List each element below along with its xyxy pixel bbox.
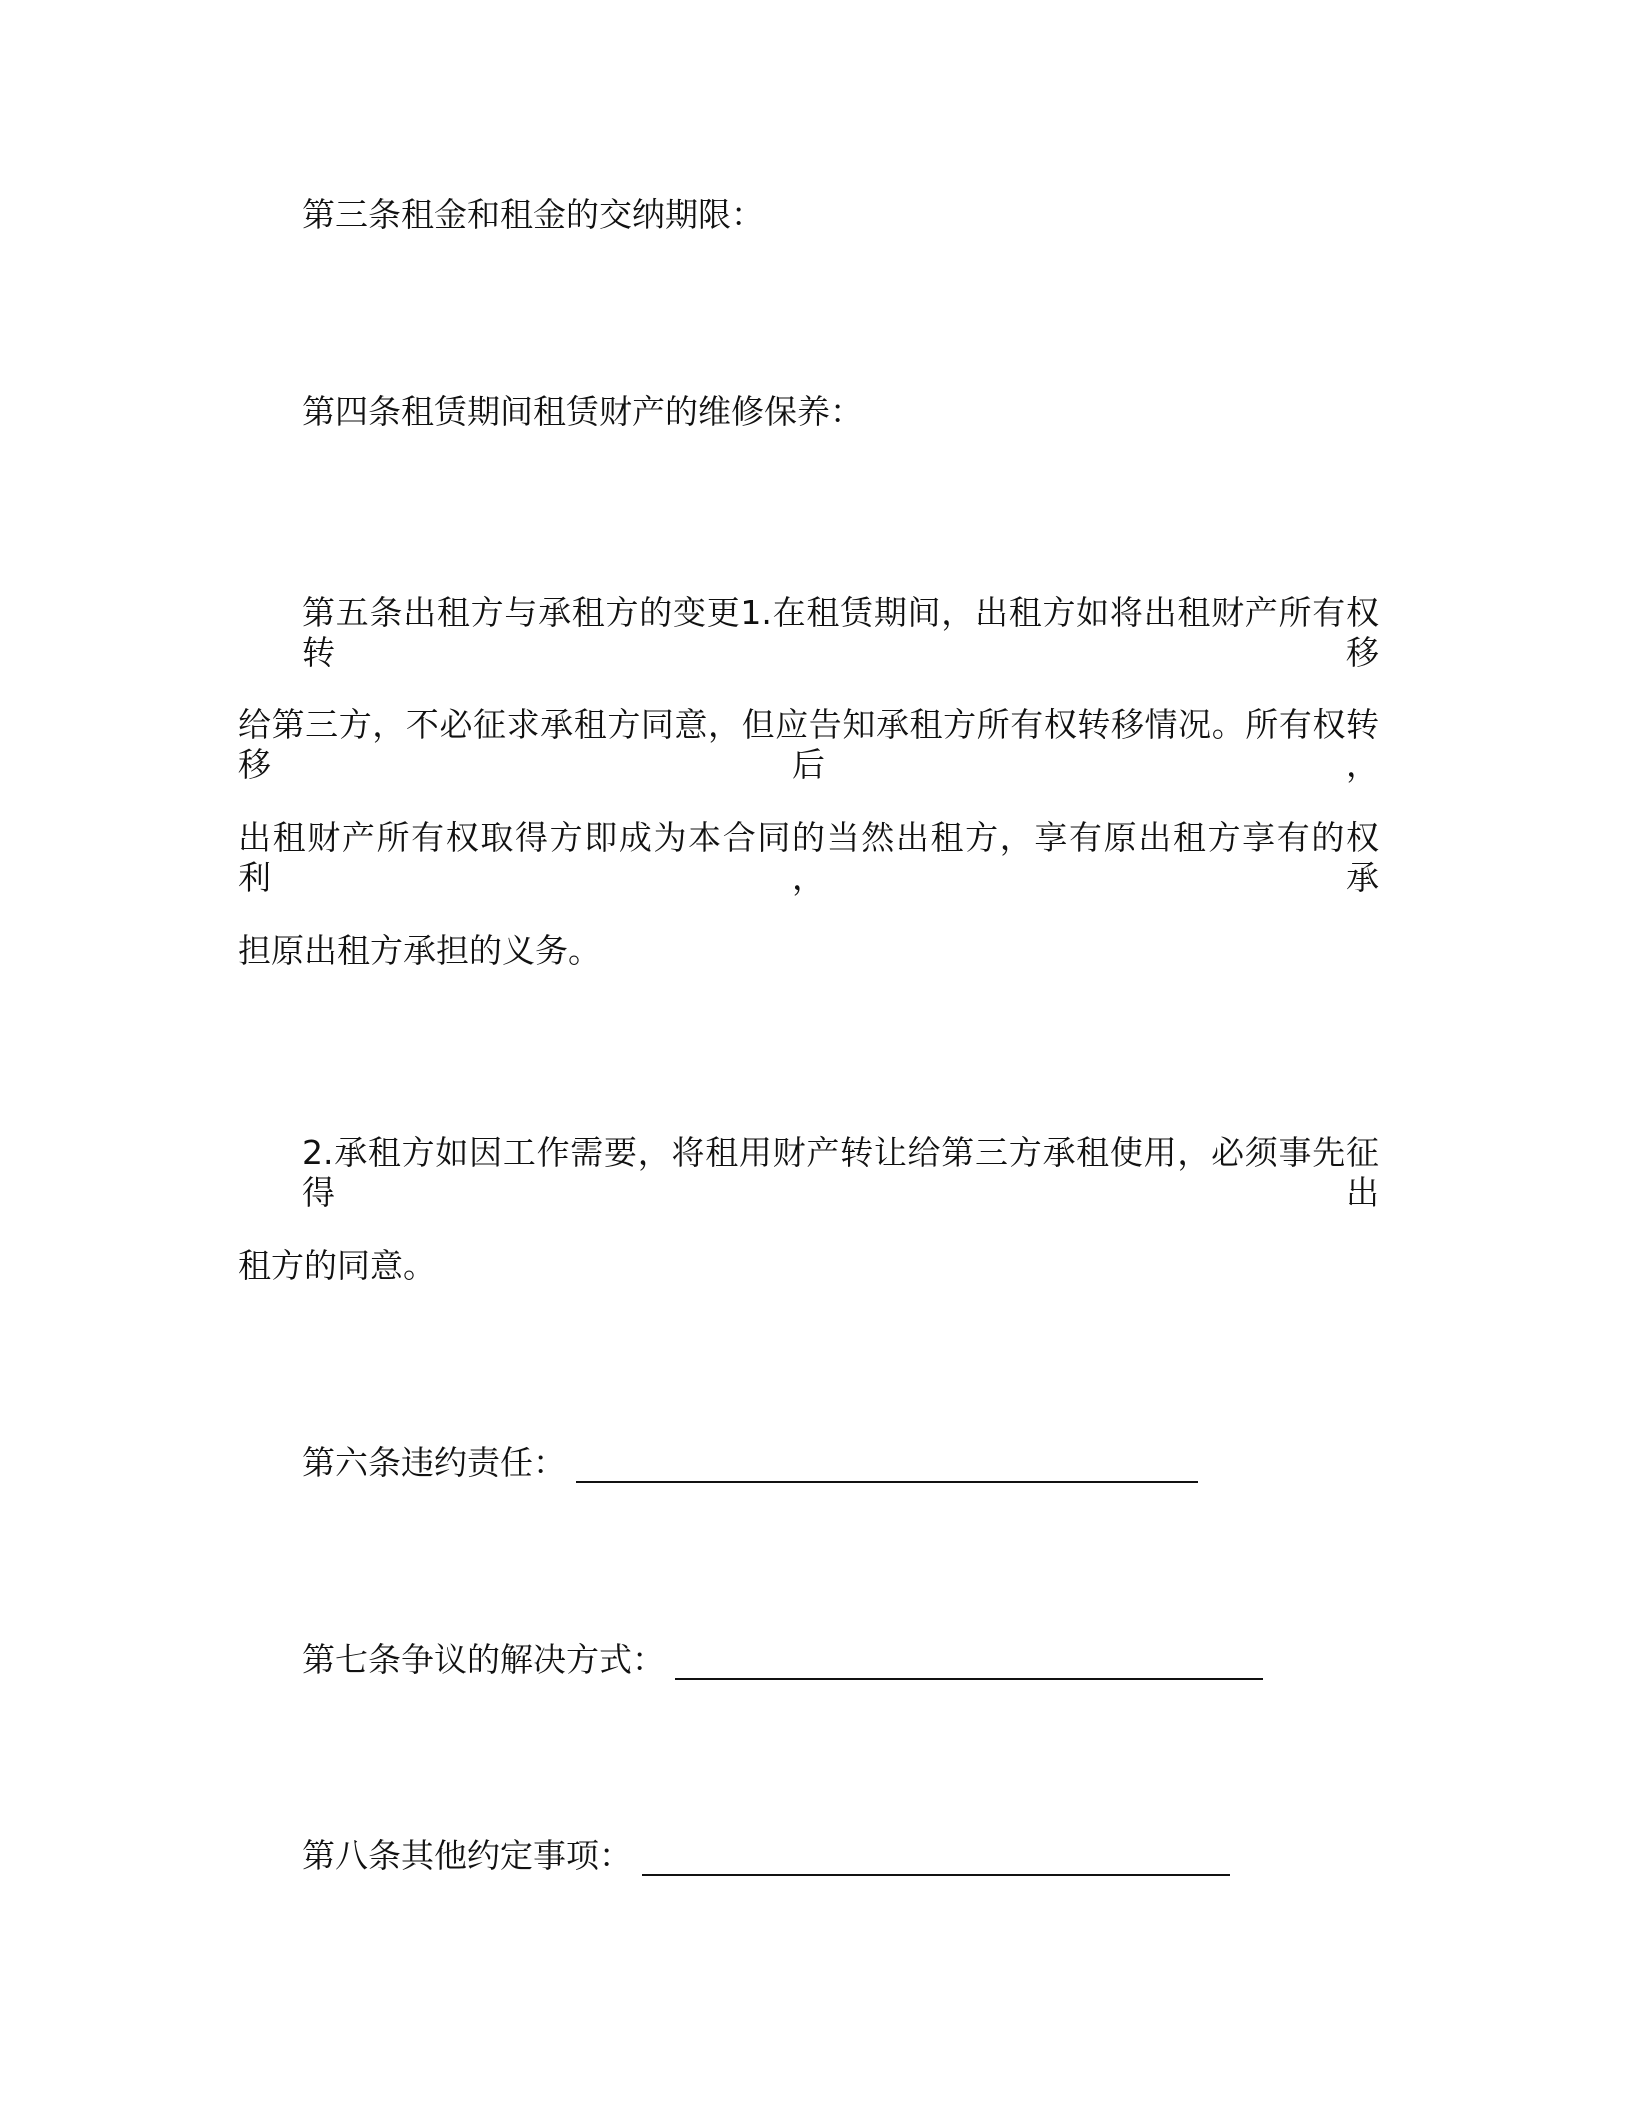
article-5-line-4: 担原出租方承担的义务。 (238, 931, 601, 970)
article-4-heading: 第四条租赁期间租赁财产的维修保养： (302, 392, 863, 431)
article-8-row (302, 1836, 1392, 1876)
article-8-blank-field[interactable] (642, 1838, 1230, 1876)
article-6-row (302, 1443, 1392, 1483)
article-5-clause-2-line-1: 2.承租方如因工作需要，将租用财产转让给第三方承租使用，必须事先征得出 (302, 1133, 1379, 1212)
article-8-label: 第八条其他约定事项： (302, 1836, 632, 1875)
article-7-row (302, 1640, 1392, 1680)
article-6-label: 第六条违约责任： (302, 1443, 566, 1482)
article-5-clause-2-line-2: 租方的同意。 (238, 1246, 436, 1285)
article-6-blank-field[interactable] (576, 1445, 1198, 1483)
article-5-line-1: 第五条出租方与承租方的变更1.在租赁期间，出租方如将出租财产所有权转移 (302, 593, 1379, 672)
article-7-blank-field[interactable] (675, 1642, 1263, 1680)
article-5-line-2: 给第三方，不必征求承租方同意，但应告知承租方所有权转移情况。所有权转移后， (238, 705, 1379, 784)
article-5-line-3: 出租财产所有权取得方即成为本合同的当然出租方，享有原出租方享有的权利，承 (238, 818, 1379, 897)
article-3-heading: 第三条租金和租金的交纳期限： (302, 195, 764, 234)
article-7-label: 第七条争议的解决方式： (302, 1640, 665, 1679)
